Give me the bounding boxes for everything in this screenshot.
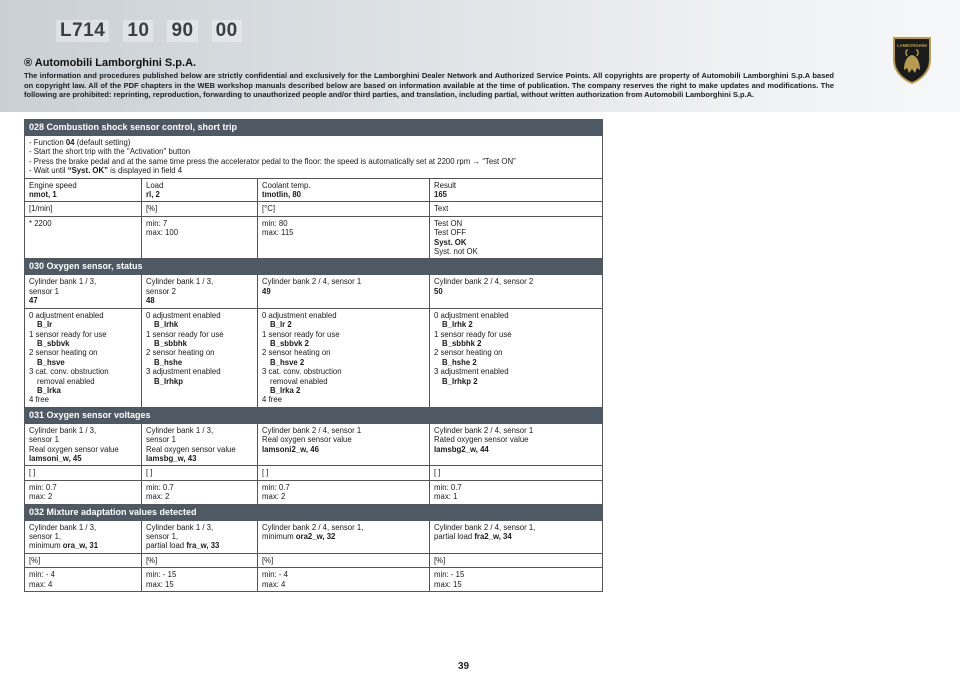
bit-desc: 0 adjustment enabled	[434, 310, 509, 320]
bit-code: B_lrhk	[154, 320, 179, 330]
max-value: max: 100	[146, 228, 179, 238]
table-cell	[25, 275, 142, 308]
param-code: lamsoni_w, 45	[29, 453, 82, 463]
result-value: Test ON	[434, 218, 463, 228]
param-name: Engine speed	[29, 180, 77, 190]
param-name: Cylinder bank 1 / 3,	[29, 277, 97, 287]
param-code: 165	[434, 190, 448, 200]
param-name: Cylinder bank 1 / 3,	[29, 522, 97, 532]
max-value: max: 2	[262, 492, 286, 502]
param-code: 48	[146, 296, 155, 306]
max-value: max: 2	[29, 492, 53, 502]
bit-code: B_sbbhk 2	[442, 338, 482, 348]
max-value: max: 15	[434, 579, 462, 589]
instr-text: - Wait until	[29, 166, 68, 176]
param-name: Cylinder bank 1 / 3,	[146, 425, 214, 435]
bit-list-cell	[142, 308, 258, 407]
param-name: sensor 1	[29, 435, 59, 445]
table-cell	[430, 520, 603, 553]
bit-desc: 1 sensor ready for use	[262, 329, 340, 339]
result-value: Syst. OK	[434, 237, 467, 247]
unit-cell: [%]	[142, 202, 258, 216]
value-cell	[258, 216, 430, 259]
section-header-032	[25, 504, 603, 520]
bit-list-cell	[430, 308, 603, 407]
max-value: max: 2	[146, 492, 170, 502]
section-title: 028 Combustion shock sensor control, short trip	[25, 120, 603, 136]
param-name: Cylinder bank 1 / 3,	[146, 522, 214, 532]
param-name: Cylinder bank 2 / 4, sensor 2	[434, 277, 534, 287]
doc-code-section: 00	[212, 20, 242, 42]
min-value: min: 0.7	[146, 482, 174, 492]
param-name: sensor 1,	[146, 532, 179, 541]
bit-desc: 2 sensor heating on	[146, 348, 215, 358]
section-title: 030 Oxygen sensor, status	[25, 259, 603, 275]
instr-line: - Start the short trip with the "Activation" button	[29, 147, 191, 157]
table-row	[25, 568, 603, 592]
diagnostic-table-container	[24, 119, 602, 592]
param-name: Cylinder bank 2 / 4, sensor 1	[434, 425, 534, 435]
table-cell	[142, 520, 258, 553]
bit-desc: 3 cat. conv. obstruction	[29, 367, 109, 377]
max-value: max: 4	[262, 579, 286, 589]
min-value: min: - 15	[146, 570, 177, 580]
bit-list-cell	[25, 308, 142, 407]
bit-desc: 0 adjustment enabled	[146, 310, 221, 320]
param-name: sensor 2	[146, 286, 176, 296]
lamborghini-bull-shield-icon	[890, 36, 934, 84]
value-cell	[430, 480, 603, 504]
bit-desc: 4 free	[29, 395, 49, 405]
max-value: max: 4	[29, 579, 53, 589]
value-cell	[142, 568, 258, 592]
min-value: min: 0.7	[262, 482, 290, 492]
max-value: max: 1	[434, 492, 458, 502]
bit-desc: 2 sensor heating on	[262, 348, 331, 358]
instr-text: is displayed in field 4	[108, 166, 183, 176]
function-number: 04	[65, 138, 75, 147]
copyright-notice	[24, 57, 834, 100]
param-name: Cylinder bank 2 / 4, sensor 1,	[262, 522, 364, 532]
table-cell	[25, 520, 142, 553]
min-value: min: 0.7	[29, 482, 57, 492]
table-cell	[258, 423, 430, 466]
param-name: sensor 1	[29, 286, 59, 296]
param-code: fra2_w, 34	[474, 532, 512, 541]
doc-code-subgroup: 90	[167, 20, 197, 42]
instr-text: - Function	[29, 138, 66, 147]
table-row	[25, 275, 603, 308]
param-name: Cylinder bank 2 / 4, sensor 1	[262, 277, 362, 287]
table-row	[25, 480, 603, 504]
bit-desc: 0 adjustment enabled	[262, 310, 337, 320]
param-name: Coolant temp.	[262, 180, 311, 190]
bit-code: B_hshe 2	[442, 357, 477, 367]
min-value: min: 80	[262, 218, 288, 228]
table-cell	[142, 423, 258, 466]
section-header-030	[25, 259, 603, 275]
param-code: rl, 2	[146, 190, 160, 200]
bit-desc: 4 free	[262, 395, 282, 405]
document-code-bar	[56, 20, 242, 42]
section-title: 031 Oxygen sensor voltages	[25, 407, 603, 423]
min-value: min: 7	[146, 218, 168, 228]
value-cell	[430, 568, 603, 592]
table-row	[25, 178, 603, 202]
unit-cell: [ ]	[142, 466, 258, 480]
param-name: Rated oxygen sensor value	[434, 435, 529, 445]
bit-code: B_sbbhk	[154, 338, 187, 348]
param-name: minimum	[262, 532, 296, 541]
value-cell	[142, 480, 258, 504]
doc-code-model: L714	[56, 20, 109, 42]
table-cell	[258, 275, 430, 308]
max-value: max: 15	[146, 579, 174, 589]
param-name: sensor 1,	[29, 532, 62, 541]
table-cell	[430, 275, 603, 308]
param-code: 47	[29, 296, 38, 306]
table-row	[25, 202, 603, 216]
min-value: min: - 4	[29, 570, 55, 580]
bit-code: B_sbbvk 2	[270, 338, 310, 348]
param-name: Cylinder bank 2 / 4, sensor 1	[262, 425, 362, 435]
table-cell	[142, 178, 258, 202]
table-cell	[25, 423, 142, 466]
bit-code: B_hsve 2	[270, 357, 305, 367]
section-title: 032 Mixture adaptation values detected	[25, 504, 603, 520]
param-name: Real oxygen sensor value	[146, 444, 236, 454]
value-cell	[258, 480, 430, 504]
unit-cell: [%]	[430, 553, 603, 567]
param-name: Cylinder bank 1 / 3,	[29, 425, 97, 435]
param-code: lamsoni2_w, 46	[262, 444, 319, 454]
bit-desc: 0 adjustment enabled	[29, 310, 104, 320]
value-cell	[25, 480, 142, 504]
doc-code-group: 10	[123, 20, 153, 42]
bit-code: B_lrhkp	[154, 376, 184, 386]
param-name: Real oxygen sensor value	[29, 444, 119, 454]
bit-desc: 2 sensor heating on	[29, 348, 98, 358]
table-cell	[142, 275, 258, 308]
result-value: Test OFF	[434, 228, 467, 238]
param-name: Load	[146, 180, 164, 190]
unit-cell: [%]	[25, 553, 142, 567]
value-cell	[25, 568, 142, 592]
bit-code: B_lrhkp 2	[442, 376, 478, 386]
bit-desc: 1 sensor ready for use	[146, 329, 224, 339]
notice-text: The information and procedures published below are strictly confidential and exclusively for the Lamborghini Dealer Network and Authorized Service Points. All copyrights are property of Automobili Lamborghini S.p.A based on copyright law. All of the PDF chapters in the WEB workshop manuals described below are based on information available at the time of publication. The company reserves the right to make updates and modifications. The following are prohibited: reprinting, reproduction, forwarding to unauthorized people and/or third parties, and translation, including partial, without written authorization from Automobili Lamborghini S.p.A.	[24, 71, 834, 100]
max-value: max: 115	[262, 228, 294, 238]
bit-desc: 1 sensor ready for use	[29, 329, 107, 339]
bit-list-cell	[258, 308, 430, 407]
bit-code: B_lrka	[37, 385, 61, 395]
min-value: min: 0.7	[434, 482, 462, 492]
bit-code: B_sbbvk	[37, 338, 70, 348]
unit-cell: [°C]	[258, 202, 430, 216]
table-cell	[258, 520, 430, 553]
unit-cell: [%]	[258, 553, 430, 567]
param-name: Real oxygen sensor value	[262, 435, 352, 445]
value-cell	[258, 568, 430, 592]
param-code: fra_w, 33	[186, 541, 220, 551]
bit-code: B_hshe	[154, 357, 183, 367]
param-code: 50	[434, 286, 443, 296]
bit-desc: removal enabled	[37, 376, 95, 386]
section-header-028	[25, 120, 603, 136]
diagnostic-table	[24, 119, 603, 592]
page-number: 39	[458, 661, 470, 672]
section-header-031	[25, 407, 603, 423]
logo-wordmark: LAMBORGHINI	[896, 43, 928, 48]
param-name: Cylinder bank 1 / 3,	[146, 277, 214, 287]
param-name: Result	[434, 180, 457, 190]
bit-code: B_lrhk 2	[442, 320, 473, 330]
value-cell: * 2200	[25, 216, 142, 259]
unit-cell: [%]	[142, 553, 258, 567]
instr-line: - Press the brake pedal and at the same time press the accelerator pedal to the floor: the speed is automatically set at 2200 rpm → “Test ON”	[29, 156, 516, 166]
result-value: Syst. not OK	[434, 247, 478, 257]
bit-code: B_lr 2	[270, 320, 292, 330]
unit-cell: [ ]	[258, 466, 430, 480]
param-code: nmot, 1	[29, 190, 57, 200]
min-value: min: - 4	[262, 570, 288, 580]
instr-text: (default setting)	[74, 138, 131, 147]
unit-cell: [ ]	[430, 466, 603, 480]
bit-desc: 3 adjustment enabled	[146, 367, 221, 377]
bit-code: B_hsve	[37, 357, 65, 367]
param-name: sensor 1	[146, 435, 176, 445]
param-code: lamsbg2_w, 44	[434, 444, 489, 454]
unit-cell: [ ]	[25, 466, 142, 480]
brand-title: ® Automobili Lamborghini S.p.A.	[24, 57, 197, 69]
syst-ok-label: “Syst. OK”	[67, 166, 108, 176]
table-row	[25, 553, 603, 567]
param-name: Cylinder bank 2 / 4, sensor 1,	[434, 522, 536, 532]
bit-desc: removal enabled	[270, 376, 328, 386]
bit-code: B_lrka 2	[270, 385, 301, 395]
bit-desc: 3 cat. conv. obstruction	[262, 367, 342, 377]
param-name: partial load	[146, 541, 187, 551]
unit-cell: Text	[430, 202, 603, 216]
unit-cell: [1/min]	[25, 202, 142, 216]
bit-code: B_lr	[37, 320, 53, 330]
table-row	[25, 466, 603, 480]
param-code: tmotlin, 80	[262, 190, 301, 200]
param-name: partial load	[434, 532, 475, 541]
param-code: lamsbg_w, 43	[146, 453, 197, 463]
min-value: min: - 15	[434, 570, 465, 580]
param-code: ora2_w, 32	[295, 532, 336, 541]
table-cell	[430, 423, 603, 466]
param-name: minimum	[29, 541, 63, 551]
table-row	[25, 520, 603, 553]
value-cell	[142, 216, 258, 259]
table-row	[25, 308, 603, 407]
table-cell	[258, 178, 430, 202]
table-row	[25, 423, 603, 466]
table-row	[25, 216, 603, 259]
value-cell	[430, 216, 603, 259]
bit-desc: 2 sensor heating on	[434, 348, 503, 358]
bit-desc: 3 adjustment enabled	[434, 367, 509, 377]
bit-desc: 1 sensor ready for use	[434, 329, 512, 339]
table-cell	[25, 178, 142, 202]
param-code: 49	[262, 286, 271, 296]
instructions-cell	[25, 136, 603, 179]
instructions-row	[25, 136, 603, 179]
param-code: ora_w, 31	[62, 541, 99, 551]
table-cell	[430, 178, 603, 202]
